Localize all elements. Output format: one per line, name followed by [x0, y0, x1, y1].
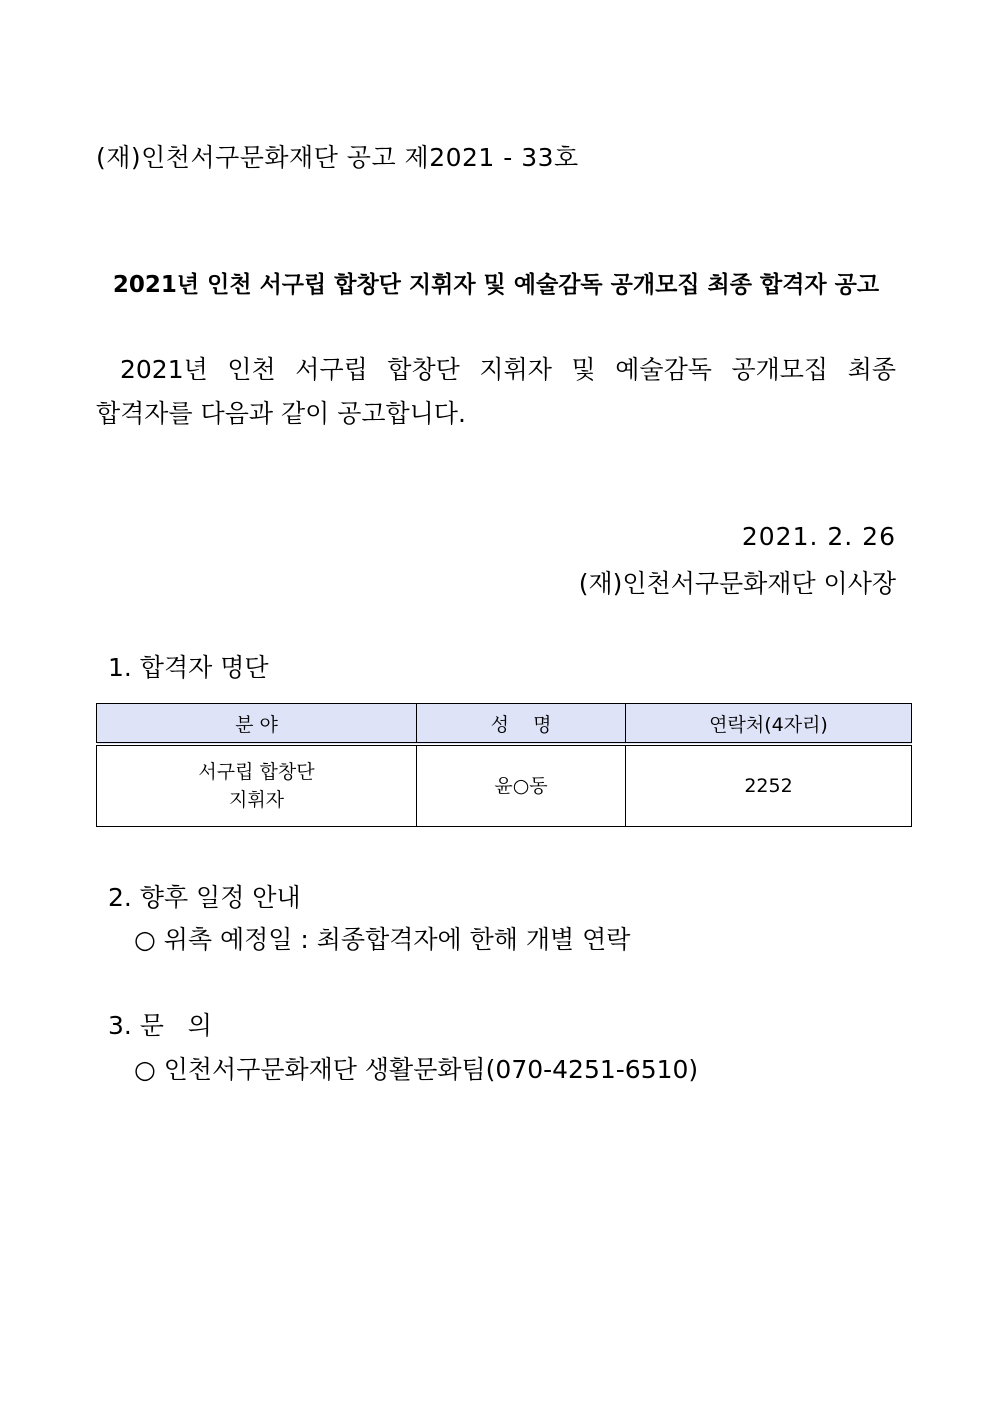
cell-contact: 2252 [626, 744, 912, 827]
header-name: 성 명 [417, 704, 626, 745]
header-field: 분 야 [97, 704, 417, 745]
cell-name: 윤○동 [417, 744, 626, 827]
header-contact: 연락처(4자리) [626, 704, 912, 745]
cell-field-line-2: 지휘자 [228, 789, 285, 811]
result-table [96, 703, 912, 827]
section-3-bullet: ○ 인천서구문화재단 생활문화팀(070-4251-6510) [134, 1055, 699, 1084]
announcement-date: 2021. 2. 26 [741, 522, 896, 551]
section-2-heading: 2. 향후 일정 안내 [108, 883, 301, 912]
cell-field-line-1: 서구립 합창단 [198, 761, 315, 783]
body-line-2: 합격자를 다음과 같이 공고합니다. [96, 399, 466, 428]
notice-number: (재)인천서구문화재단 공고 제2021 - 33호 [96, 143, 579, 172]
signer: (재)인천서구문화재단 이사장 [578, 569, 896, 598]
section-2-bullet: ○ 위촉 예정일 : 최종합격자에 한해 개별 연락 [134, 925, 631, 954]
table-header-row [97, 704, 912, 745]
body-line-1: 2021년 인천 서구립 합창단 지휘자 및 예술감독 공개모집 최종 [120, 355, 896, 384]
cell-field [97, 744, 417, 827]
table-row [97, 744, 912, 827]
section-1-heading: 1. 합격자 명단 [108, 653, 269, 682]
section-3-heading: 3. 문 의 [108, 1011, 212, 1040]
body-paragraph [96, 348, 896, 436]
document-title: 2021년 인천 서구립 합창단 지휘자 및 예술감독 공개모집 최종 합격자 공고 [112, 272, 880, 298]
